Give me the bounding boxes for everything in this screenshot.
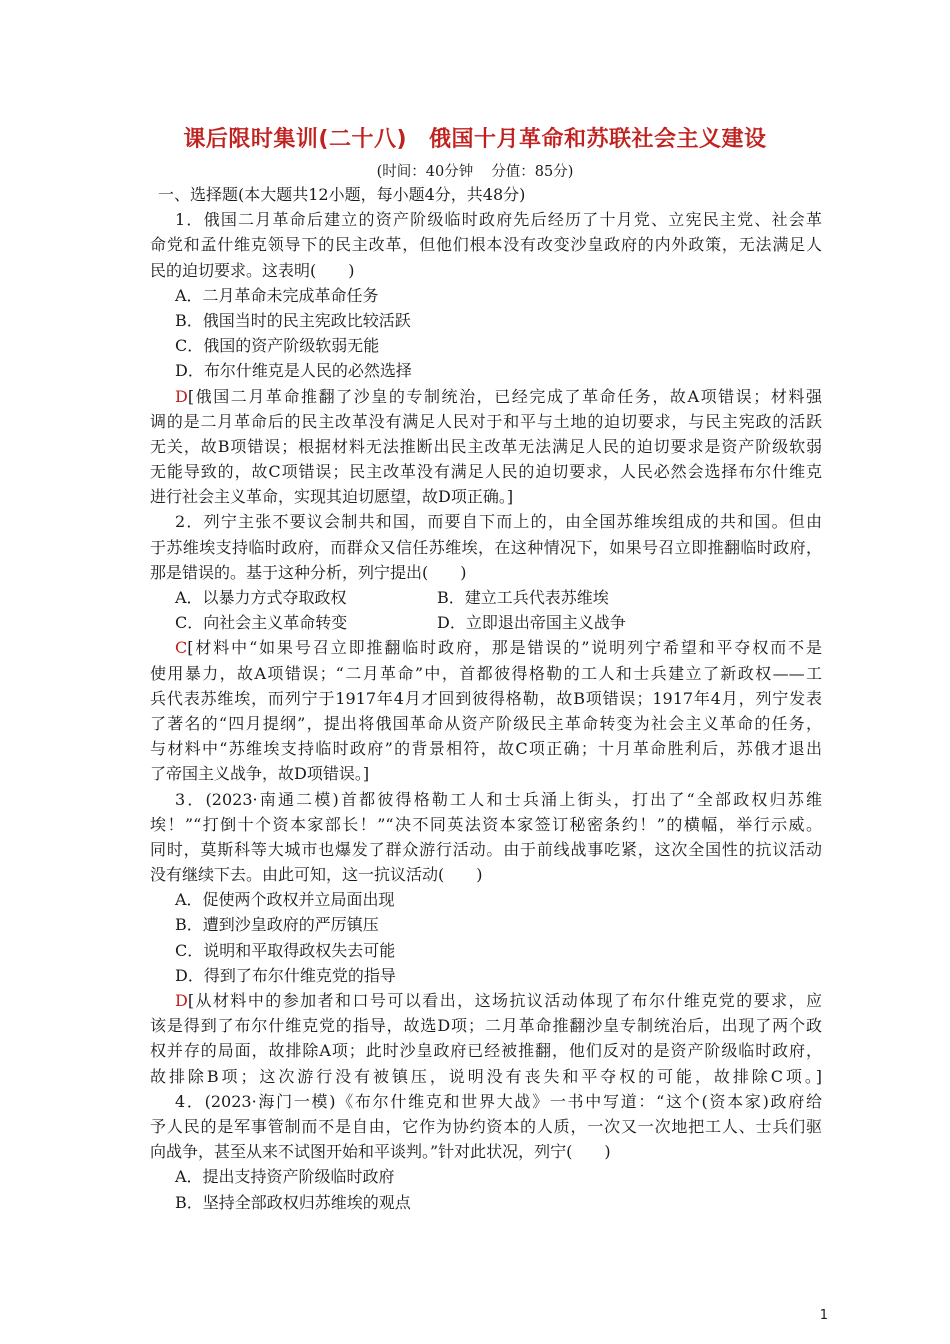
explanation-text: 无能导致的，故C项错误；民主改革没有满足人民的迫切要求，人民必然会选择布尔什维克: [150, 462, 822, 482]
explanation-text: 使用暴力，故A项错误；“二月革命”中，首都彼得格勒的工人和士兵建立了新政权——工: [150, 663, 822, 683]
explanation-text: [俄国二月革命推翻了沙皇的专制统治，已经完成了革命任务，故A项错误；材料强: [187, 386, 822, 406]
explanation-text: 权并存的局面，故排除A项；此时沙皇政府已经被推翻，他们反对的是资产阶级临时政府，: [150, 1041, 822, 1061]
option-d: D．布尔什维克是人民的必然选择: [175, 361, 412, 381]
explanation-text: 了著名的“四月提纲”，提出将俄国革命从资产阶级民主革命转变为社会主义革命的任务，: [150, 713, 822, 733]
question-text: 3．(2023·南通二模)首都彼得格勒工人和士兵涌上街头，打出了“全部政权归苏维: [175, 789, 822, 809]
section-heading: 一、选择题(本大题共12小题，每小题4分，共48分): [158, 185, 526, 204]
explanation-text: 进行社会主义革命，实现其迫切愿望，故D项正确。]: [150, 487, 514, 507]
explanation-text: 故排除B项；这次游行没有被镇压，说明没有丧失和平夺权的可能，故排除C项。]: [150, 1066, 822, 1086]
explanation-text: 与材料中“苏维埃支持临时政府”的背景相符，故C项正确；十月革命胜利后，苏俄才退出: [150, 739, 822, 759]
question-2: [150, 509, 822, 786]
option-d: D．立即退出帝国主义战争: [437, 613, 626, 633]
question-text: 于苏维埃支持临时政府，而群众又信任苏维埃，在这种情况下，如果号召立即推翻临时政府，: [150, 537, 822, 557]
question-text: 那是错误的。基于这种分析，列宁提出( ): [150, 562, 467, 582]
explanation-text: [材料中“如果号召立即推翻临时政府，那是错误的”说明列宁希望和平夺权而不是: [187, 638, 822, 658]
page-number: 1: [819, 1308, 828, 1323]
explanation-text: [从材料中的参加者和口号可以看出，这场抗议活动体现了布尔什维克党的要求，应: [187, 991, 822, 1010]
option-a: A．以暴力方式夺取政权: [175, 588, 347, 607]
question-text: 2．列宁主张不要议会制共和国，而要自下而上的，由全国苏维埃组成的共和国。但由: [175, 512, 822, 532]
option-c: C．向社会主义革命转变: [175, 613, 348, 633]
document-body: [150, 182, 822, 1215]
answer-explanation: [150, 988, 822, 1013]
answer-explanation: [150, 635, 822, 660]
option-a: A．提出支持资产阶级临时政府: [175, 1167, 395, 1187]
option-row: [150, 610, 822, 635]
question-text: 向战争，甚至从来不试图开始和平谈判。”针对此状况，列宁( ): [150, 1142, 611, 1162]
question-text: 埃！”“打倒十个资本家部长！”“决不同英法资本家签订秘密条约！”的横幅，举行示威。: [150, 814, 822, 834]
question-3: [150, 787, 822, 1089]
explanation-text: 该是得到了布尔什维克党的指导，故选D项；二月革命推翻沙皇专制统治后，出现了两个政: [150, 1016, 822, 1036]
option-row: [150, 585, 822, 610]
question-text: 民的迫切要求。这表明( ): [150, 260, 355, 280]
question-text: 1．俄国二月革命后建立的资产阶级临时政府先后经历了十月党、立宪民主党、社会革: [175, 210, 822, 230]
option-c: C．俄国的资产阶级软弱无能: [175, 336, 380, 356]
page-title: [0, 122, 950, 153]
option-d: D．得到了布尔什维克党的指导: [175, 965, 396, 985]
option-c: C．说明和平取得政权失去可能: [175, 940, 396, 960]
option-b: B．坚持全部政权归苏维埃的观点: [175, 1192, 411, 1212]
explanation-text: 了帝国主义战争，故D项错误。]: [150, 764, 370, 784]
time-limit: (时间：40分钟: [376, 164, 474, 180]
answer-letter: D: [175, 991, 188, 1010]
question-text: 没有继续下去。由此可知，这一抗议活动( ): [150, 865, 483, 885]
option-b: B．建立工兵代表苏维埃: [437, 588, 609, 607]
option-a: A．促使两个政权并立局面出现: [175, 890, 395, 910]
explanation-text: 无关，故B项错误；根据材料无法推断出民主改革无法满足人民的迫切要求是资产阶级软弱: [150, 436, 822, 456]
title-topic: 俄国十月革命和苏联社会主义建设: [429, 127, 767, 152]
title-series: 课后限时集训(二十八): [183, 127, 408, 152]
exam-meta: [0, 160, 950, 181]
answer-letter: C: [175, 638, 188, 658]
question-text: 予人民的是军事管制而不是自由，它作为协约资本的人质，一次又一次地把工人、士兵们驱: [150, 1116, 822, 1136]
answer-letter: D: [175, 386, 188, 406]
option-a: A．二月革命未完成革命任务: [175, 285, 379, 305]
question-1: [150, 207, 822, 509]
explanation-text: 调的是二月革命后的民主改革没有满足人民对于和平与土地的迫切要求，与民主宪政的活跃: [150, 411, 822, 431]
answer-explanation: [150, 384, 822, 409]
question-4: [150, 1089, 822, 1215]
question-text: 4．(2023·海门一模)《布尔什维克和世界大战》一书中写道：“这个(资本家)政府给: [175, 1091, 822, 1111]
explanation-text: 兵代表苏维埃，而列宁于1917年4月才回到彼得格勒，故B项错误；1917年4月，列宁发表: [150, 688, 822, 708]
question-text: 命党和孟什维克领导下的民主改革，但他们根本没有改变沙皇政府的内外政策，无法满足人: [150, 235, 822, 255]
score-value: 分值：85分): [491, 164, 574, 180]
option-b: B．遭到沙皇政府的严厉镇压: [175, 915, 379, 935]
question-text: 同时，莫斯科等大城市也爆发了群众游行活动。由于前线战事吃紧，这次全国性的抗议活动: [150, 839, 822, 859]
option-b: B．俄国当时的民主宪政比较活跃: [175, 310, 411, 330]
